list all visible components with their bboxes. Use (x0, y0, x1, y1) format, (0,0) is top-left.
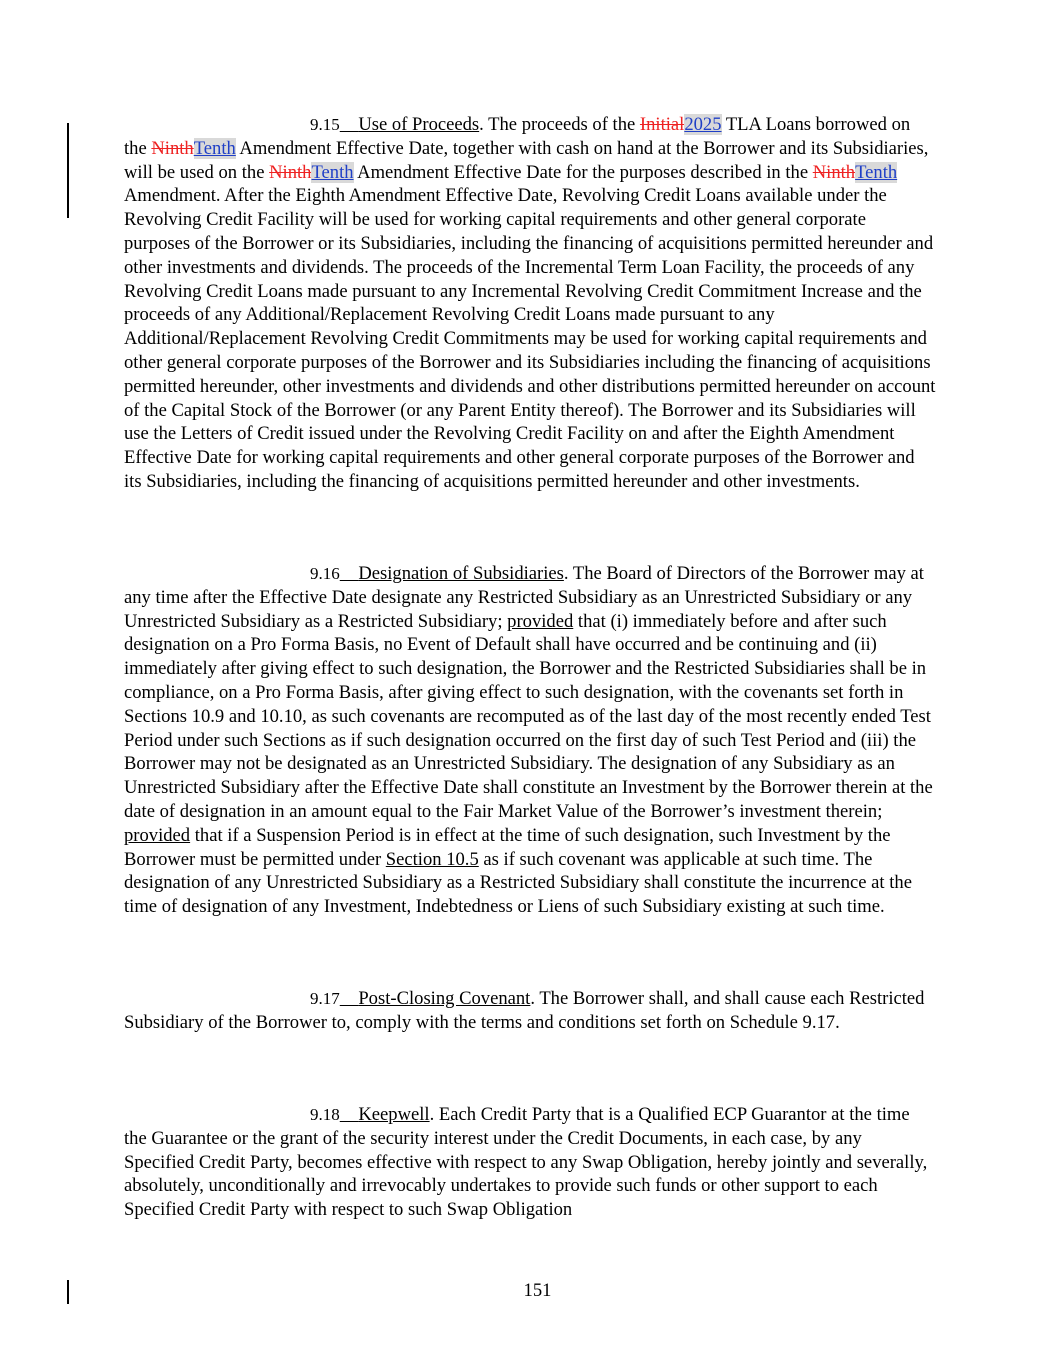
section-number: 9.16 (310, 564, 340, 583)
page-number: 151 (523, 1280, 552, 1301)
section-number: 9.17 (310, 989, 340, 1008)
section-9-15: 9.15 Use of Proceeds. The proceeds of the Initial2025 TLA Loans borrowed on the NinthTenth Amendment Effective Date, together with cash on hand at the Borrower and its Subsidiaries, will be used on the NinthTenth Amendment Effective Date for the purposes described in the NinthTenth Amendment. After the Eighth Amendment Effective Date, Revolving Credit Loans available under the Revolving Credit Facility will be used for working capital requirements and other general corporate purposes of the Borrower or its Subsidiaries, including the financing of acquisitions permitted hereunder and other investments and dividends. The proceeds of the Incremental Term Loan Facility, the proceeds of any Revolving Credit Loans made pursuant to any Incremental Revolving Credit Commitment Increase and the proceeds of any Additional/Replacement Revolving Credit Loans made pursuant to any Additional/Replacement Revolving Credit Commitments may be used for working capital requirements and other general corporate purposes of the Borrower and its Subsidiaries including the financing of acquisitions permitted hereunder, other investments and dividends and other distributions permitted hereunder on account of the Capital Stock of the Borrower (or any Parent Entity thereof). The Borrower and its Subsidiaries will use the Letters of Credit issued under the Revolving Credit Facility on and after the Eighth Amendment Effective Date for working capital requirements and other general corporate purposes of the Borrower and its Subsidiaries, including the financing of acquisitions permitted hereunder and other investments. (124, 114, 936, 492)
change-bar-top (67, 123, 69, 218)
inserted-text: Tenth (311, 161, 354, 183)
section-reference: Section 10.5 (385, 848, 479, 870)
inserted-text: Tenth (855, 161, 898, 183)
inserted-text: 2025 (684, 114, 722, 135)
inserted-text: Tenth (193, 137, 236, 159)
section-9-18: 9.18 Keepwell. Each Credit Party that is a Qualified ECP Guarantor at the time the Guarantee or the grant of the security interest under the Credit Documents, in each case, by any Specified Credit Party, becomes effective with respect to any Swap Obligation, hereby jointly and severally, absolutely, unconditionally and irrevocably undertakes to provide such funds or other support to each Specified Credit Party with respect to such Swap Obligation (124, 1104, 928, 1221)
section-title: Use of Proceeds (358, 114, 480, 135)
provided-term: provided (124, 824, 191, 846)
deleted-text: Ninth (151, 137, 194, 159)
section-9-17: 9.17 Post-Closing Covenant. The Borrower shall, and shall cause each Restricted Subsidiary of the Borrower to, comply with the terms and conditions set forth on Schedule 9.17. (124, 988, 925, 1033)
provided-term: provided (507, 610, 574, 632)
section-title: Post-Closing Covenant (358, 988, 531, 1009)
section-number: 9.15 (310, 115, 340, 134)
deleted-text: Ninth (812, 161, 856, 183)
deleted-text: Ninth (269, 161, 312, 183)
deleted-text: Initial (639, 114, 685, 135)
section-number: 9.18 (310, 1105, 340, 1124)
section-title: Designation of Subsidiaries (358, 563, 564, 584)
section-9-16: 9.16 Designation of Subsidiaries. The Board of Directors of the Borrower may at any time after the Effective Date designate any Restricted Subsidiary as an Unrestricted Subsidiary or any Unrestricted Subsidiary as a Restricted Subsidiary; provided that (i) immediately before and after such designation on a Pro Forma Basis, no Event of Default shall have occurred and be continuing and (ii) immediately after giving effect to such designation, the Borrower and the Restricted Subsidiaries shall be in compliance, on a Pro Forma Basis, after giving effect to such designation, with the covenants set forth in Sections 10.9 and 10.10, as such covenants are recomputed as of the last day of the most recently ended Test Period under such Sections as if such designation occurred on the first day of such Test Period and (iii) the Borrower may not be designated as an Unrestricted Subsidiary. The designation of any Subsidiary as an Unrestricted Subsidiary after the Effective Date shall constitute an Investment by the Borrower therein at the date of designation in an amount equal to the Fair Market Value of the Borrower’s investment therein; provided that if a Suspension Period is in effect at the time of such designation, such Investment by the Borrower must be permitted under Section 10.5 as if such covenant was applicable at such time. The designation of any Unrestricted Subsidiary as a Restricted Subsidiary shall constitute the incurrence at the time of designation of any Investment, Indebtedness or Liens of such Subsidiary existing at such time. (124, 563, 933, 918)
section-title: Keepwell (358, 1104, 430, 1125)
